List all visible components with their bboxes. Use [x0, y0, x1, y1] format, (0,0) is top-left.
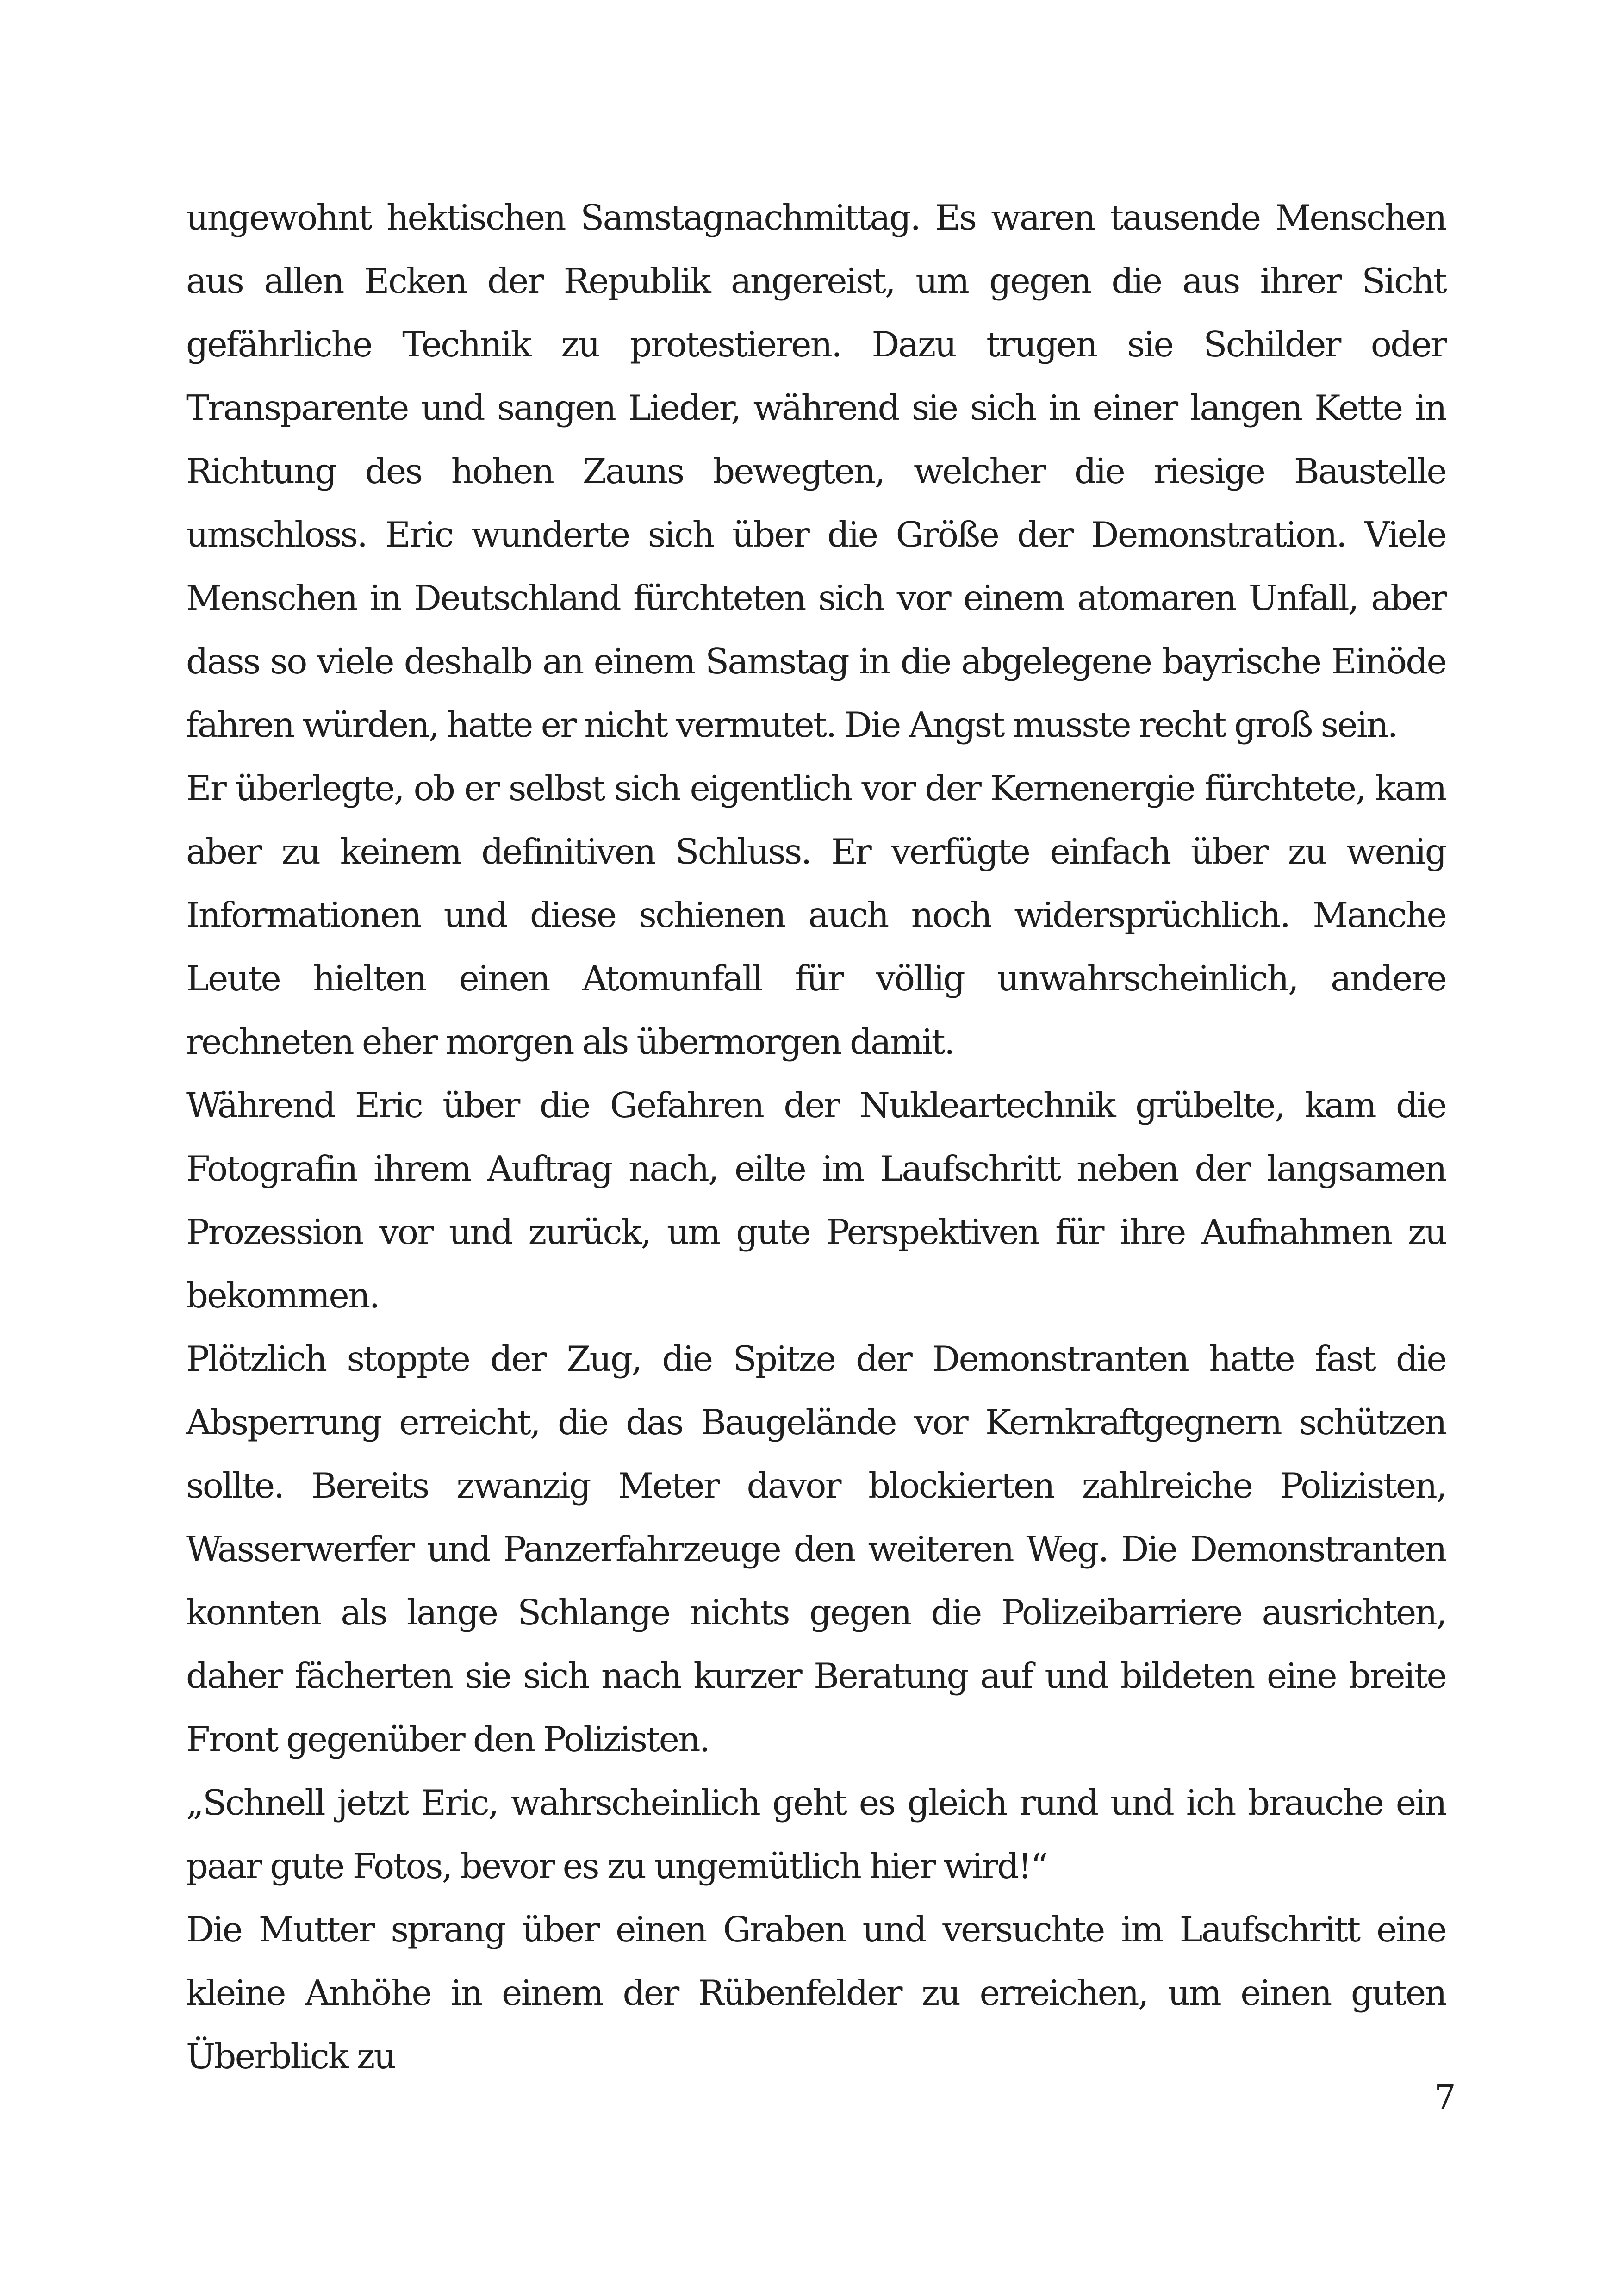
paragraph-5: „Schnell jetzt Eric, wahrscheinlich geht es gleich rund und ich brauche ein paar gute Fotos, bevor es zu ungemütlich hier wird!“	[186, 1782, 1446, 1886]
paragraph-1: ungewohnt hektischen Samstagnachmittag. Es waren tausende Menschen aus allen Ecken der Republik angereist, um gegen die aus ihrer Sicht gefährliche Technik zu protestieren. Dazu trugen sie Schilder oder Transparente und sangen Lieder, während sie sich in einer langen Kette in Richtung des hohen Zauns bewegten, welcher die riesige Baustelle umschloss. Eric wunderte sich über die Größe der Demonstration. Viele Menschen in Deutschland fürchteten sich vor einem atomaren Unfall, aber dass so viele deshalb an einem Samstag in die abgelegene bayrische Einöde fahren würden, hatte er nicht vermutet. Die Angst musste recht groß sein.	[186, 197, 1446, 745]
paragraph-6: Die Mutter sprang über einen Graben und versuchte im Laufschritt eine kleine Anhöhe in einem der Rübenfelder zu erreichen, um einen guten Überblick zu	[186, 1909, 1446, 2077]
paragraph-4: Plötzlich stoppte der Zug, die Spitze der Demonstranten hatte fast die Absperrung erreicht, die das Baugelände vor Kernkraftgegnern schützen sollte. Bereits zwanzig Meter davor blockierten zahlreiche Polizisten, Wasserwerfer und Panzerfahrzeuge den weiteren Weg. Die Demonstranten konnten als lange Schlange nichts gegen die Polizeibarriere ausrichten, daher fächerten sie sich nach kurzer Beratung auf und bildeten eine breite Front gegenüber den Polizisten.	[186, 1338, 1446, 1760]
page-number: 7	[1434, 2078, 1456, 2117]
body-text	[186, 186, 1446, 2088]
paragraph-3: Während Eric über die Gefahren der Nukleartechnik grübelte, kam die Fotografin ihrem Auftrag nach, eilte im Laufschritt neben der langsamen Prozession vor und zurück, um gute Perspektiven für ihre Aufnahmen zu bekommen.	[186, 1085, 1446, 1316]
paragraph-2: Er überlegte, ob er selbst sich eigentlich vor der Kernenergie fürchtete, kam aber zu keinem definitiven Schluss. Er verfügte einfach über zu wenig Informationen und diese schienen auch noch widersprüchlich. Manche Leute hielten einen Atomunfall für völlig unwahrscheinlich, andere rechneten eher morgen als übermorgen damit.	[186, 768, 1446, 1062]
